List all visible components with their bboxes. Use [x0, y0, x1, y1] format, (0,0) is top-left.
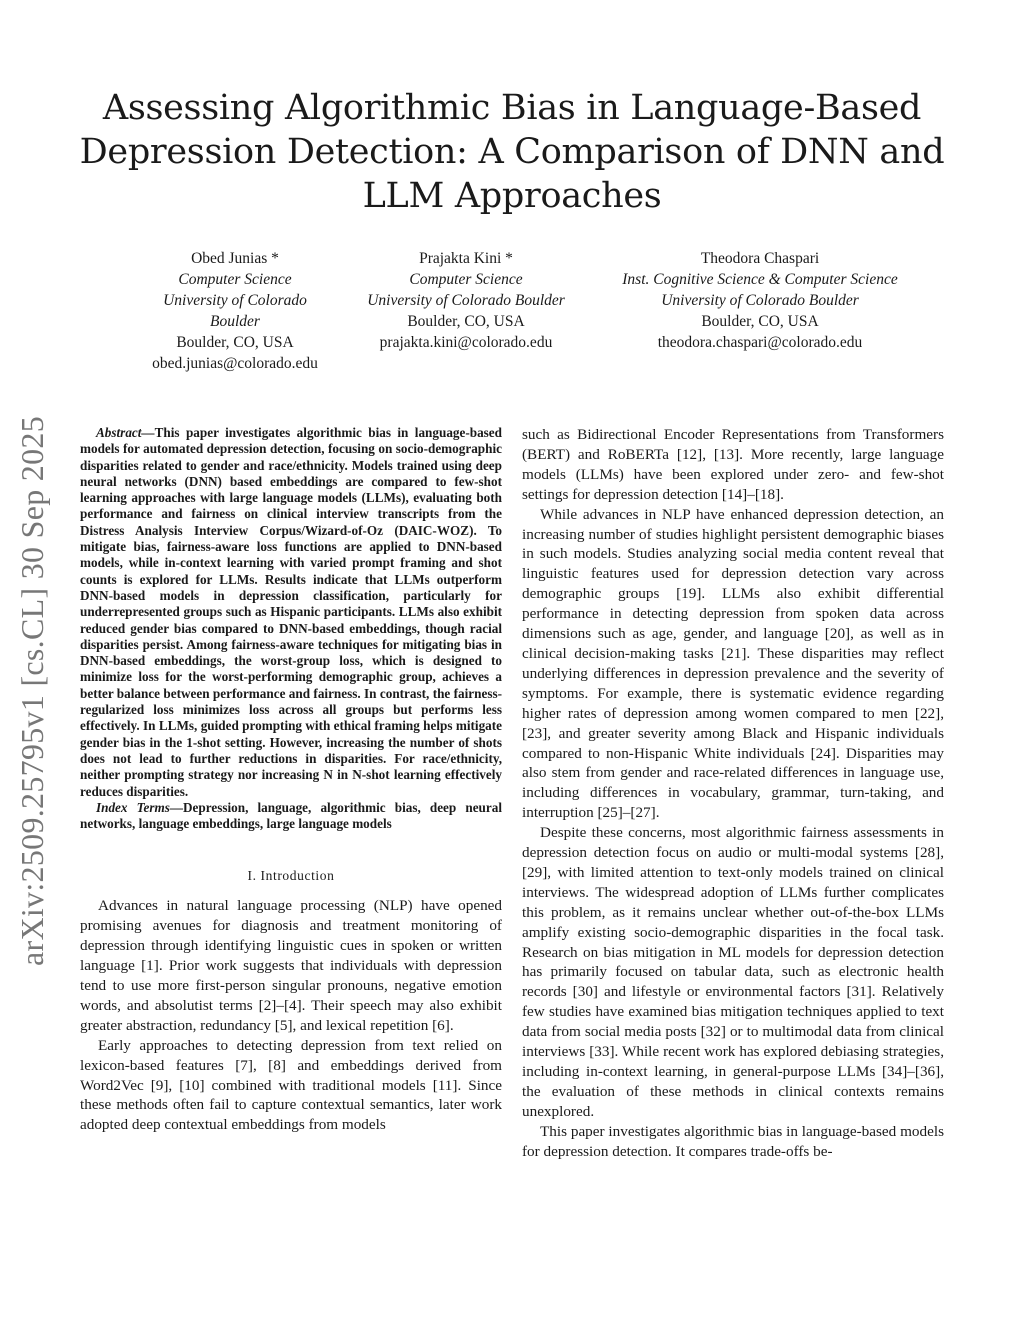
author-2: [356, 248, 576, 353]
index-terms-label: Index Terms—: [96, 799, 184, 815]
left-column: [80, 425, 502, 1135]
abstract-text: This paper investigates algorithmic bias in language-based models for automated depression detection, focusing on socio-demographic disparities related to gender and race/ethnicity. Models trained using deep neural networks (DNN) based embeddings are compared to few-shot learning approaches with large language models (LLMs), evaluating both performance and fairness on clinical interview transcripts from the Distress Analysis Interview Corpus/Wizard-of-Oz (DAIC-WOZ). To mitigate bias, fairness-aware loss functions are applied to DNN-based models, while in-context learning with varied prompt framing and shot counts is explored for LLMs. Results indicate that LLMs outperform DNN-based models in depression classification, particularly for underrepresented groups such as Hispanic participants. LLMs also exhibit reduced gender bias compared to DNN-based embeddings, though racial disparities persist. Among fairness-aware techniques for mitigating bias in DNN-based embeddings, the worst-group loss, which is designed to minimize loss for the worst-performing demographic group, achieves a better balance between performance and fairness. In contrast, the fairness-regularized loss minimizes loss across all groups but performs less effectively. In LLMs, guided prompting with ethical framing helps mitigate gender bias in the 1-shot setting. However, increasing the number of shots does not lead to further reductions in disparities. For race/ethnicity, neither prompting strategy nor increasing N in N-shot learning effectively reduces disparities.: [80, 425, 502, 799]
body-paragraph: such as Bidirectional Encoder Representations from Transformers (BERT) and RoBERTa [12], [13]. More recently, large language models (LLMs) have been explored under zero- and few-shot settings for depression detection [14]–[18].: [522, 426, 944, 503]
index-terms-text: Depression, language, algorithmic bias, deep neural networks, language embeddings, large language models: [80, 799, 502, 832]
author-email[interactable]: theodora.chaspari@colorado.edu: [657, 334, 863, 351]
author-dept: Computer Science: [409, 271, 523, 288]
section-heading-introduction: I. Introduction: [247, 868, 335, 884]
author-location: Boulder, CO, USA: [701, 313, 819, 330]
index-terms: [80, 800, 502, 833]
author-dept: Computer Science: [178, 271, 292, 288]
body-paragraph: Advances in natural language processing (NLP) have opened promising avenues for diagnosis and treatment monitoring of depression through identifying linguistic cues in spoken or written language [1]. Prior work suggests that individuals with depression tend to use more first-person singular pronouns, negative emotion words, and absolutist terms [2]–[4]. Their speech may also exhibit greater abstraction, redundancy [5], and lexical repetition [6].: [80, 897, 502, 1034]
author-email[interactable]: obed.junias@colorado.edu: [152, 355, 318, 372]
author-location: Boulder, CO, USA: [176, 334, 294, 351]
author-institution: University of Colorado Boulder: [163, 292, 307, 330]
body-paragraph: Despite these concerns, most algorithmic fairness assessments in depression detection focus on audio or multi-modal systems [28], [29], with limited attention to text-only models trained on clinical interviews. The widespread adoption of LLMs further complicates this problem, as it remains unclear whether out-of-the-box LLMs amplify existing socio-demographic disparities in the focal task. Research on bias mitigation in ML models for depression detection has primarily focused on tabular data, such as electronic health records [30] and lifestyle or environmental factors [31]. Relatively few studies have examined bias mitigation techniques applied to text data from social media posts [32] or to multimodal data from clinical interviews [33]. While recent work has explored debiasing strategies, including in-context learning, in general-purpose LLMs [34]–[36], the evaluation of these methods in clinical contexts remains unexplored.: [522, 824, 944, 1120]
right-column: [522, 425, 944, 1162]
author-institution: University of Colorado Boulder: [661, 292, 859, 309]
arxiv-identifier[interactable]: arXiv:2509.25795v1 [cs.CL] 30 Sep 2025: [14, 415, 50, 966]
author-name: Obed Junias *: [191, 250, 279, 267]
body-paragraph: While advances in NLP have enhanced depression detection, an increasing number of studies highlight persistent demographic biases in such models. Studies analyzing social media content reveal that linguistic features used for depression detection vary across demographic groups [19]. LLMs also exhibit differential performance in detecting depression from spoken data across dimensions such as age, gender, and language [20], as well as in clinical decision-making tasks [21]. These disparities may reflect underlying differences in depression prevalence and the severity of symptoms. For example, there is systematic evidence regarding higher rates of depression among women compared to men [22], [23], and greater severity among Black and Hispanic individuals compared to non-Hispanic White individuals [24]. Disparities may also stem from gender and race-related differences in language use, including differences in vocabulary, grammar, turn-taking, and interruption [25]–[27].: [522, 505, 944, 822]
paper-title: Assessing Algorithmic Bias in Language-Based Depression Detection: A Comparison of DNN and LLM Approaches: [79, 88, 945, 216]
author-name: Theodora Chaspari: [700, 250, 820, 267]
body-paragraph: Early approaches to detecting depression from text relied on lexicon-based features [7], [8] and embeddings derived from Word2Vec [9], [10] combined with traditional models [11]. Since these methods often fail to capture contextual semantics, later work adopted deep contextual embeddings from models: [80, 1036, 502, 1134]
author-3: [600, 248, 920, 353]
author-name: Prajakta Kini *: [419, 250, 513, 267]
author-location: Boulder, CO, USA: [407, 313, 525, 330]
author-institution: University of Colorado Boulder: [367, 292, 565, 309]
body-paragraph: This paper investigates algorithmic bias in language-based models for depression detection. It compares trade-offs be-: [522, 1122, 944, 1160]
abstract-label: Abstract—: [96, 425, 155, 440]
author-dept: Inst. Cognitive Science & Computer Science: [622, 271, 898, 288]
abstract: [80, 425, 502, 800]
author-email[interactable]: prajakta.kini@colorado.edu: [379, 334, 553, 351]
author-1: [140, 248, 330, 374]
